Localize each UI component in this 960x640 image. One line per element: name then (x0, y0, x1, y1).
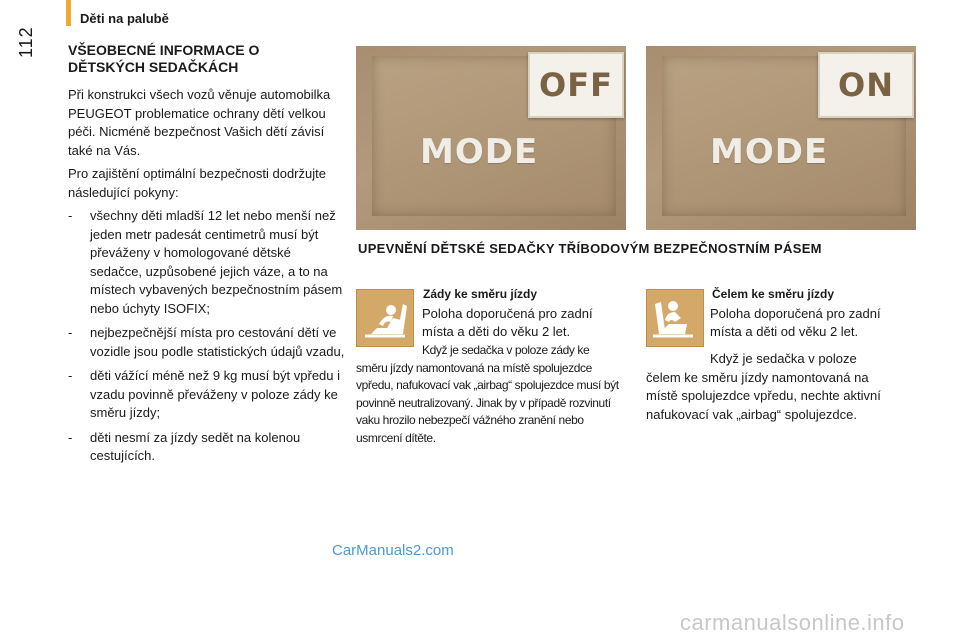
mode-label: MODE (710, 132, 829, 172)
section-heading-mounting: UPEVNĚNÍ DĚTSKÉ SEDAČKY TŘÍBODOVÝM BEZPEČNOSTNÍM PÁSEM (358, 241, 822, 256)
intro-paragraph: Při konstrukci všech vozů věnuje automobilka PEUGEOT problematice ochrany dětí velkou péči. Nicméně bezpečnost Vašich dětí závisí také na Vás. (68, 87, 331, 158)
list-item (68, 429, 346, 466)
warning-text: čelem ke směru jízdy namontovaná na místě spolujezdce vpředu, nechte aktivní nafukovací vak „airbag“ spolujezdce. (646, 369, 881, 422)
header-accent-bar (66, 0, 71, 26)
chapter-title: Děti na palubě (80, 11, 169, 26)
forward-facing-warning (646, 350, 900, 424)
safety-rules-list (68, 207, 346, 466)
rear-facing-recommendation: Poloha doporučená pro zadní místa a děti do věku 2 let. (422, 306, 593, 339)
airbag-off-switch-photo (356, 46, 626, 230)
warning-first-line: Když je sedačka v poloze (710, 351, 857, 366)
bullet-dash: - (68, 429, 73, 445)
warning-text: směru jízdy namontovaná na místě spolujezdce vpředu, nafukovací vak „airbag“ spolujezdce musí být povinně neutralizovaný. Jinak by v případě rozvinutí vaku hrozilo nebezpečí vážného zranění nebo usmrcení dítěte. (356, 360, 619, 445)
list-item-text: nejbezpečnější místa pro cestování dětí ve vozidle jsou podle statistických údajů vzadu, (90, 325, 345, 359)
rear-facing-child-seat-icon (356, 289, 414, 347)
page-number: 112 (16, 26, 36, 58)
section-heading-general: VŠEOBECNÉ INFORMACE O DĚTSKÝCH SEDAČKÁCH (68, 42, 260, 75)
mode-label: MODE (420, 132, 539, 172)
list-item-text: všechny děti mladší 12 let nebo menší než jeden metr padesát centimetrů musí být převáženy v homologované dětské sedačce, uzpůsobené jejich váze, a to na místech vybavených bezpečnostním pásem nebo úchyty ISOFIX; (90, 208, 343, 316)
forward-facing-child-seat-icon (646, 289, 704, 347)
on-indicator-label: ON (818, 52, 914, 118)
intro-paragraph: Pro zajištění optimální bezpečnosti dodržujte následující pokyny: (68, 166, 326, 200)
rear-facing-heading: Zády ke směru jízdy (423, 287, 538, 301)
off-indicator-label: OFF (528, 52, 624, 118)
intro-text-column (68, 86, 346, 472)
bullet-dash: - (68, 325, 73, 340)
watermark-text: carmanualsonline.info (680, 610, 905, 635)
watermark-link[interactable]: CarManuals2.com (332, 542, 454, 559)
warning-first-line: Když je sedačka v poloze zády ke (422, 343, 590, 357)
airbag-on-switch-photo (646, 46, 916, 230)
list-item (68, 324, 346, 361)
list-item (68, 367, 346, 423)
list-item-text: děti vážící méně než 9 kg musí být vpředu i vzadu povinně převáženy v poloze zády ke směru jízdy; (90, 368, 341, 420)
list-item-text: děti nesmí za jízdy sedět na kolenou cestujících. (90, 429, 301, 463)
list-item (68, 207, 346, 318)
rear-facing-warning (356, 342, 630, 447)
forward-facing-heading: Čelem ke směru jízdy (712, 287, 835, 301)
forward-facing-recommendation: Poloha doporučená pro zadní místa a děti od věku 2 let. (710, 306, 881, 339)
bullet-dash: - (68, 368, 73, 383)
bullet-dash: - (68, 208, 73, 223)
